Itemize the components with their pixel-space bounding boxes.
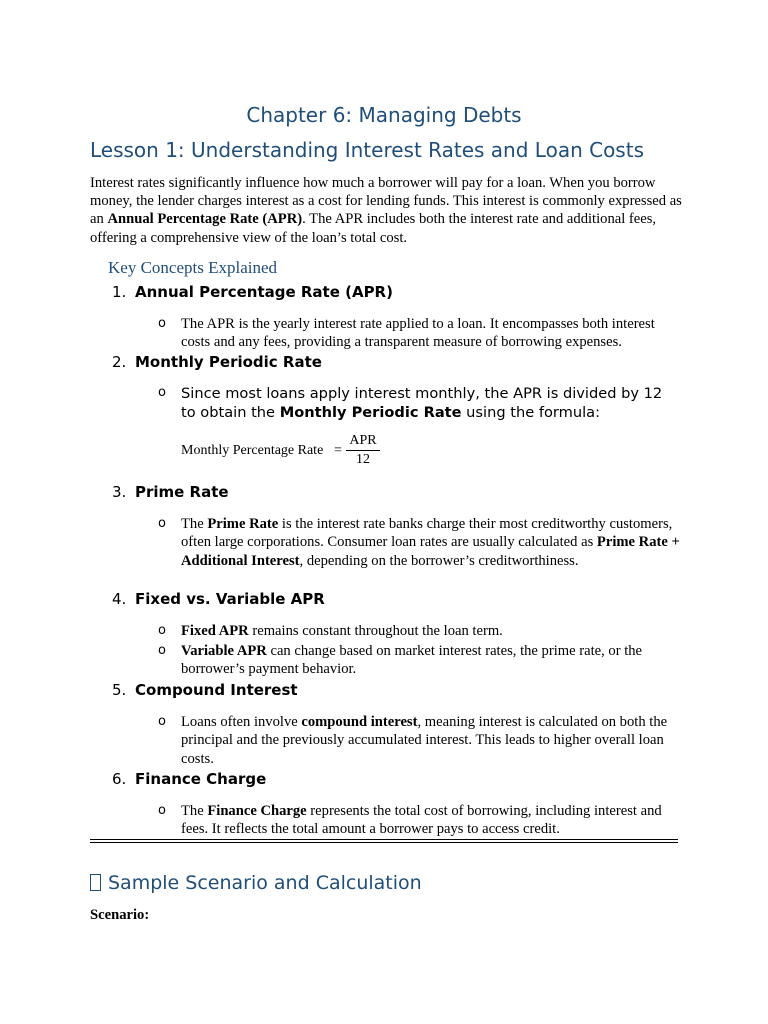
scenario-label: Scenario: xyxy=(90,907,150,923)
list-number: 3. xyxy=(112,483,127,501)
document-page: Chapter 6: Managing Debts Lesson 1: Understanding Interest Rates and Loan Costs Interest rates significantly influence how much a borrower will pay for a loan. When you borrow money, the lender charges interest as a cost for lending funds. This interest is commonly expressed as an Annual Percentage Rate (APR). The APR includes both the interest rate and additional fees, offering a comprehensive view of the loan’s total cost. Key Concepts Explained 1. Annual Percentage Rate (APR) o The APR is the yearly interest rate applied to a loan. It encompasses both interest costs and any fees, providing a transparent measure of borrowing expenses. 2. Monthly Periodic Rate o Since most loans apply interest monthly, the APR is divided by 12 to obtain the Monthly Periodic Rate using the formula: Monthly Percentage Rate = APR 12 3. Prime Rate o The Prime Rate is the interest rate banks charge their most creditworthy customers, often large corporations. Consumer loan rates are usually calculated as Prime Rate + Additional Interest, depending on the borrower’s creditworthiness. 4. Fixed vs. Variable APR o Fixed APR remains constant throughout the loan term. o Variable APR can change based on market interest rates, the prime rate, or the borrower’s payment behavior. 5. Compound Interest o Loans often involve compound interest, meaning interest is calculated on both the principal and the previously accumulated interest. This leads to higher overall loan costs. 6. Finance Charge o The Finance Charge represents the total cost of borrowing, including interest and fees. It reflects the total amount a borrower pays to access credit. Sample Scenario and Calculation Scenario: xyxy=(0,0,768,1024)
list-number: 5. xyxy=(112,681,127,699)
list-item-title: Compound Interest xyxy=(135,681,298,699)
lesson-title: Lesson 1: Understanding Interest Rates and Loan Costs xyxy=(90,138,644,162)
list-item-title: Monthly Periodic Rate xyxy=(135,353,322,371)
bullet-marker: o xyxy=(158,516,166,531)
formula-fraction xyxy=(346,432,380,469)
sample-scenario-heading: Sample Scenario and Calculation xyxy=(90,870,422,896)
key-concepts-heading: Key Concepts Explained xyxy=(108,258,278,277)
list-item-title: Annual Percentage Rate (APR) xyxy=(135,283,393,301)
bullet-marker: o xyxy=(158,803,166,818)
list-item-title: Fixed vs. Variable APR xyxy=(135,590,325,608)
chapter-title: Chapter 6: Managing Debts xyxy=(246,103,522,127)
list-item-title: Prime Rate xyxy=(135,483,229,501)
formula-label: Monthly Percentage Rate xyxy=(181,443,324,458)
list-number: 2. xyxy=(112,353,127,371)
bullet-marker: o xyxy=(158,316,166,331)
missing-glyph-box-icon xyxy=(90,874,101,891)
list-number: 6. xyxy=(112,770,127,788)
bullet-marker: o xyxy=(158,714,166,729)
list-number: 4. xyxy=(112,590,127,608)
section-divider xyxy=(90,839,678,843)
bullet-marker: o xyxy=(158,643,166,658)
formula-equals: = xyxy=(334,443,342,458)
list-item-title: Finance Charge xyxy=(135,770,267,788)
formula-numerator: APR xyxy=(349,433,377,448)
formula-denominator: 12 xyxy=(356,452,370,467)
bullet-marker: o xyxy=(158,385,166,400)
list-number: 1. xyxy=(112,283,127,301)
intro-paragraph: Interest rates significantly influence how much a borrower will pay for a loan. When you borrow money, the lender charges interest as a cost for lending funds. This interest is commonly expressed as an Annual Percentage Rate (APR). The APR includes both the interest rate and additional fees, offering a comprehensive view of the loan’s total cost. xyxy=(90,175,682,246)
bullet-marker: o xyxy=(158,623,166,638)
